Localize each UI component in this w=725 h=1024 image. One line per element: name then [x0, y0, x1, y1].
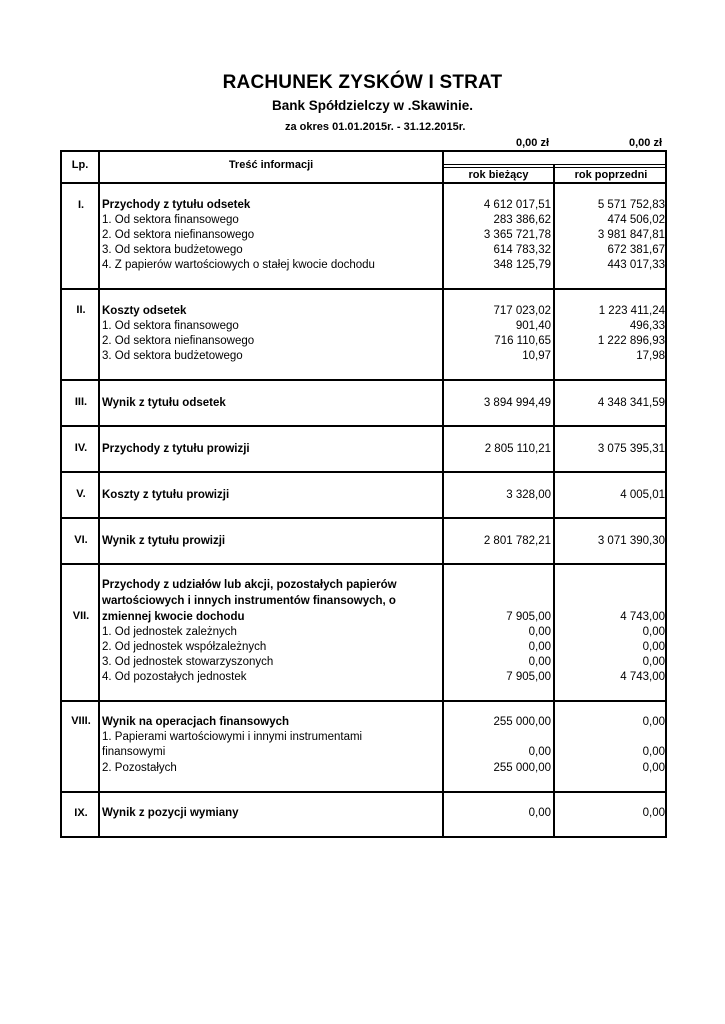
row-divider — [60, 791, 667, 793]
value-current: 0,00 — [528, 626, 551, 638]
value-previous: 4 005,01 — [620, 489, 665, 501]
value-current: 7 905,00 — [506, 611, 551, 623]
header-subrule-2 — [442, 167, 667, 168]
column-header-previous: rok poprzedni — [574, 169, 648, 181]
value-current: 717 023,02 — [493, 305, 551, 317]
value-current: 4 612 017,51 — [483, 199, 551, 211]
value-previous: 496,33 — [629, 320, 665, 332]
value-current: 614 783,32 — [493, 244, 551, 256]
row-divider — [60, 471, 667, 473]
subitem-label: 4. Od pozostałych jednostek — [102, 671, 247, 683]
value-current: 0,00 — [528, 746, 551, 758]
value-current: 3 328,00 — [506, 489, 551, 501]
section-number: II. — [76, 304, 86, 316]
section-number: III. — [74, 396, 88, 408]
subitem-label: 2. Od sektora niefinansowego — [102, 229, 255, 241]
row-divider — [60, 425, 667, 427]
subitem-label: 3. Od jednostek stowarzyszonych — [102, 656, 274, 668]
subitem-label: 2. Pozostałych — [102, 762, 177, 774]
section-heading: Przychody z tytułu odsetek — [102, 199, 251, 211]
value-previous: 5 571 752,83 — [597, 199, 665, 211]
value-current: 255 000,00 — [493, 762, 551, 774]
section-number: VIII. — [71, 715, 91, 727]
column-divider-values — [553, 164, 555, 838]
section-heading: Wynik z pozycji wymiany — [102, 807, 239, 819]
subitem-label-continued: finansowymi — [102, 746, 166, 758]
value-current: 7 905,00 — [506, 671, 551, 683]
value-previous: 0,00 — [642, 762, 665, 774]
subitem-label: 2. Od jednostek współzależnych — [102, 641, 267, 653]
value-current: 10,97 — [522, 350, 551, 362]
subitem-label: 2. Od sektora niefinansowego — [102, 335, 255, 347]
column-header-current: rok bieżący — [468, 169, 529, 181]
row-divider — [60, 379, 667, 381]
row-divider — [60, 288, 667, 290]
subitem-label: 1. Od sektora finansowego — [102, 320, 239, 332]
section-number: IV. — [74, 442, 88, 454]
value-previous: 0,00 — [642, 626, 665, 638]
value-current: 901,40 — [515, 320, 551, 332]
section-number: VII. — [72, 610, 90, 622]
value-current: 348 125,79 — [493, 259, 551, 271]
value-previous: 0,00 — [642, 807, 665, 819]
value-current: 0,00 — [528, 656, 551, 668]
value-previous: 0,00 — [642, 716, 665, 728]
section-heading: Wynik z tytułu prowizji — [102, 535, 226, 547]
value-previous: 3 981 847,81 — [597, 229, 665, 241]
value-previous: 17,98 — [636, 350, 665, 362]
section-number: IX. — [74, 807, 88, 819]
section-heading: Wynik na operacjach finansowych — [102, 716, 290, 728]
value-current: 3 365 721,78 — [483, 229, 551, 241]
value-current: 3 894 994,49 — [483, 397, 551, 409]
subitem-label: 3. Od sektora budżetowego — [102, 350, 243, 362]
bank-name: Bank Spółdzielczy w .Skawinie. — [272, 98, 474, 113]
section-heading: Wynik z tytułu odsetek — [102, 397, 226, 409]
header-subrule — [442, 164, 667, 165]
section-number: V. — [76, 488, 86, 500]
value-previous: 672 381,67 — [607, 244, 665, 256]
value-previous: 3 075 395,31 — [597, 443, 665, 455]
row-divider — [60, 700, 667, 702]
value-previous: 443 017,33 — [607, 259, 665, 271]
report-period: za okres 01.01.2015r. - 31.12.2015r. — [285, 121, 466, 133]
section-heading-line: wartościowych i innych instrumentów finansowych, o — [102, 595, 396, 607]
section-number: I. — [77, 199, 85, 211]
value-current: 2 801 782,21 — [483, 535, 551, 547]
subitem-label: 1. Od sektora finansowego — [102, 214, 239, 226]
value-current: 0,00 — [528, 641, 551, 653]
section-heading: Koszty odsetek — [102, 305, 187, 317]
value-current: 2 805 110,21 — [484, 443, 551, 455]
subitem-label: 1. Papierami wartościowymi i innymi instrumentami — [102, 731, 363, 743]
section-heading-line: zmiennej kwocie dochodu — [102, 611, 245, 623]
value-current: 716 110,65 — [494, 335, 551, 347]
zl-previous-label: 0,00 zł — [629, 137, 663, 149]
section-heading: Koszty z tytułu prowizji — [102, 489, 230, 501]
value-previous: 0,00 — [642, 656, 665, 668]
column-header-content: Treść informacji — [228, 159, 314, 171]
value-previous: 4 348 341,59 — [597, 397, 665, 409]
value-previous: 1 223 411,24 — [598, 305, 665, 317]
section-heading-line: Przychody z udziałów lub akcji, pozostałych papierów — [102, 579, 397, 591]
subitem-label: 3. Od sektora budżetowego — [102, 244, 243, 256]
value-previous: 4 743,00 — [620, 671, 665, 683]
value-current: 0,00 — [528, 807, 551, 819]
value-previous: 1 222 896,93 — [597, 335, 665, 347]
subitem-label: 4. Z papierów wartościowych o stałej kwocie dochodu — [102, 259, 375, 271]
section-heading: Przychody z tytułu prowizji — [102, 443, 250, 455]
value-current: 283 386,62 — [493, 214, 551, 226]
report-title: RACHUNEK ZYSKÓW I STRAT — [222, 72, 503, 93]
row-divider — [60, 517, 667, 519]
column-header-lp: Lp. — [71, 159, 89, 171]
section-number: VI. — [74, 534, 88, 546]
value-previous: 0,00 — [642, 746, 665, 758]
value-current: 255 000,00 — [493, 716, 551, 728]
row-divider — [60, 563, 667, 565]
row-divider — [60, 182, 667, 184]
subitem-label: 1. Od jednostek zależnych — [102, 626, 237, 638]
value-previous: 4 743,00 — [620, 611, 665, 623]
value-previous: 0,00 — [642, 641, 665, 653]
value-previous: 474 506,02 — [607, 214, 665, 226]
value-previous: 3 071 390,30 — [597, 535, 665, 547]
zl-current-label: 0,00 zł — [516, 137, 550, 149]
